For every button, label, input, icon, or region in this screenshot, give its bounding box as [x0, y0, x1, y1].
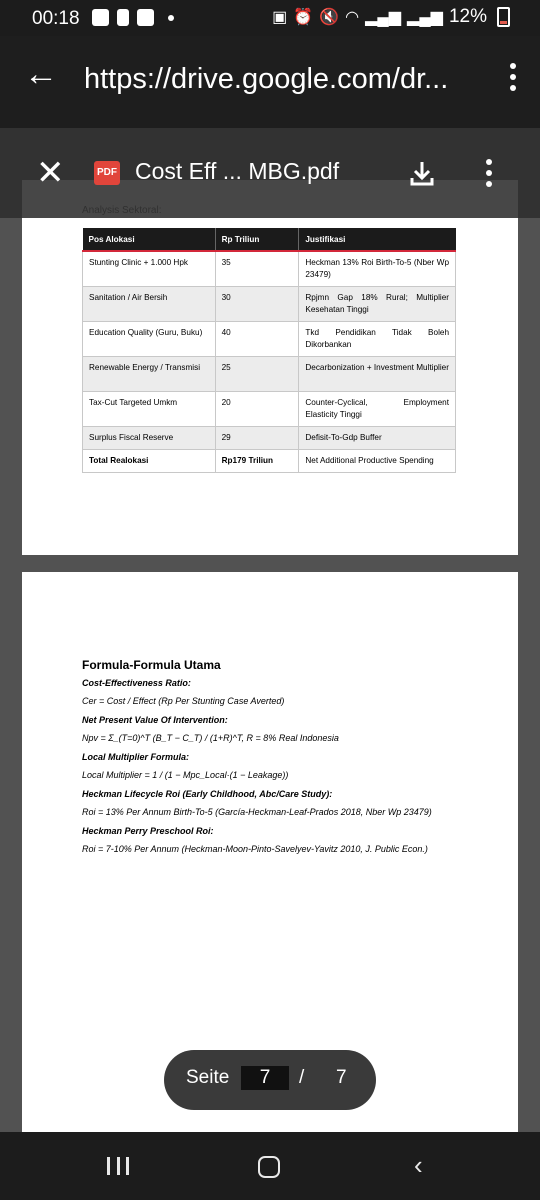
viewer-toolbar	[0, 128, 540, 218]
battery-saver-icon: ▣	[272, 9, 288, 26]
table-row	[83, 322, 456, 357]
formula-text: Local Multiplier = 1 / (1 − Mpc_Local·(1 − Leakage))	[82, 770, 289, 780]
file-title: Cost Eff ... MBG.pdf	[135, 158, 340, 184]
section-title: Formula-Formula Utama	[82, 658, 221, 672]
more-notifications-dot-icon	[168, 15, 174, 21]
system-icons	[272, 6, 510, 28]
status-time: 00:18	[32, 8, 80, 29]
table-cell: 29	[215, 427, 299, 450]
formula-section	[82, 658, 502, 863]
formula-text: Roi = 13% Per Annum Birth-To-5 (García-Heckman-Leaf-Prados 2018, Nber Wp 23479)	[82, 807, 432, 817]
formula-text: Cer = Cost / Effect (Rp Per Stunting Case Averted)	[82, 696, 285, 706]
table-row	[83, 357, 456, 392]
back-arrow-icon[interactable]: ←	[24, 55, 58, 93]
table-row	[83, 251, 456, 287]
table-row	[83, 287, 456, 322]
alert-icon	[117, 9, 129, 26]
system-nav-bar	[0, 1132, 540, 1200]
table-cell: Rpjmn Gap 18% Rural; Multiplier Kesehatan Tinggi	[299, 287, 456, 322]
calendar-icon	[137, 9, 154, 26]
formula-heading: Heckman Lifecycle Roi (Early Childhood, Abc/Care Study):	[82, 789, 333, 799]
alarm-icon: ⏰	[293, 9, 314, 26]
formula-text: Roi = 7-10% Per Annum (Heckman-Moon-Pinto-Savelyev-Yavitz 2010, J. Public Econ.)	[82, 844, 428, 854]
table-cell: 40	[215, 322, 299, 357]
page-total: 7	[336, 1067, 347, 1088]
viewer-menu-icon[interactable]	[484, 156, 494, 192]
formula-heading: Heckman Perry Preschool Roi:	[82, 826, 214, 836]
table-cell: Stunting Clinic + 1.000 Hpk	[83, 251, 216, 287]
table-header: Rp Triliun	[215, 228, 299, 251]
mute-icon: 🔇	[319, 9, 340, 26]
table-row	[83, 427, 456, 450]
table-cell: Surplus Fiscal Reserve	[83, 427, 216, 450]
table-cell: Tax-Cut Targeted Umkm	[83, 392, 216, 427]
table-cell: Decarbonization + Investment Multiplier	[299, 357, 456, 392]
table-cell: Defisit-To-Gdp Buffer	[299, 427, 456, 450]
formula-heading: Net Present Value Of Intervention:	[82, 715, 228, 725]
table-cell: Total Realokasi	[83, 450, 216, 473]
table-row	[83, 392, 456, 427]
formula-text: Npv = Σ_(T=0)^T (B_T − C_T) / (1+R)^T, R = 8% Real Indonesia	[82, 733, 339, 743]
table-cell: Heckman 13% Roi Birth-To-5 (Nber Wp 23479)	[299, 251, 456, 287]
table-cell: Renewable Energy / Transmisi	[83, 357, 216, 392]
table-header-row	[83, 228, 456, 251]
formula-heading: Local Multiplier Formula:	[82, 752, 190, 762]
table-cell: 30	[215, 287, 299, 322]
pdf-page-6	[22, 180, 518, 555]
notification-icons	[92, 9, 174, 26]
browser-url-bar	[0, 36, 540, 128]
signal-icon: ▂▄▆	[365, 9, 402, 26]
pdf-file-icon: PDF	[94, 161, 120, 185]
browser-menu-icon[interactable]	[508, 60, 518, 96]
table-header: Pos Alokasi	[83, 228, 216, 251]
download-icon[interactable]	[407, 158, 437, 188]
table-total-row	[83, 450, 456, 473]
table-cell: Net Additional Productive Spending	[299, 450, 456, 473]
page-number-input[interactable]: 7	[241, 1066, 289, 1090]
pdf-viewer	[0, 128, 540, 1132]
table-cell: 35	[215, 251, 299, 287]
back-icon[interactable]: ‹	[414, 1150, 423, 1180]
status-bar	[0, 0, 540, 36]
pdf-page-7	[22, 572, 518, 1132]
table-cell: 20	[215, 392, 299, 427]
table-cell: Rp179 Triliun	[215, 450, 299, 473]
page-separator: /	[299, 1067, 305, 1088]
signal-icon-2: ▂▄▆	[407, 9, 443, 26]
table-cell: Sanitation / Air Bersih	[83, 287, 216, 322]
allocation-table	[82, 228, 456, 473]
formula-heading: Cost-Effectiveness Ratio:	[82, 678, 191, 688]
close-icon[interactable]: ✕	[36, 154, 65, 192]
wifi-icon: ◠	[345, 9, 360, 26]
table-cell: Counter-Cyclical, Employment Elasticity Tinggi	[299, 392, 456, 427]
table-header: Justifikasi	[299, 228, 456, 251]
battery-icon	[497, 7, 510, 27]
table-cell: Education Quality (Guru, Buku)	[83, 322, 216, 357]
url-text[interactable]: https://drive.google.com/dr...	[84, 63, 449, 95]
recents-icon[interactable]	[107, 1157, 129, 1175]
table-cell: 25	[215, 357, 299, 392]
battery-percent: 12%	[448, 6, 487, 27]
image-icon	[92, 9, 109, 26]
page-label: Seite	[186, 1067, 230, 1088]
page-indicator	[164, 1050, 376, 1110]
home-icon[interactable]	[258, 1156, 280, 1178]
table-cell: Tkd Pendidikan Tidak Boleh Dikorbankan	[299, 322, 456, 357]
